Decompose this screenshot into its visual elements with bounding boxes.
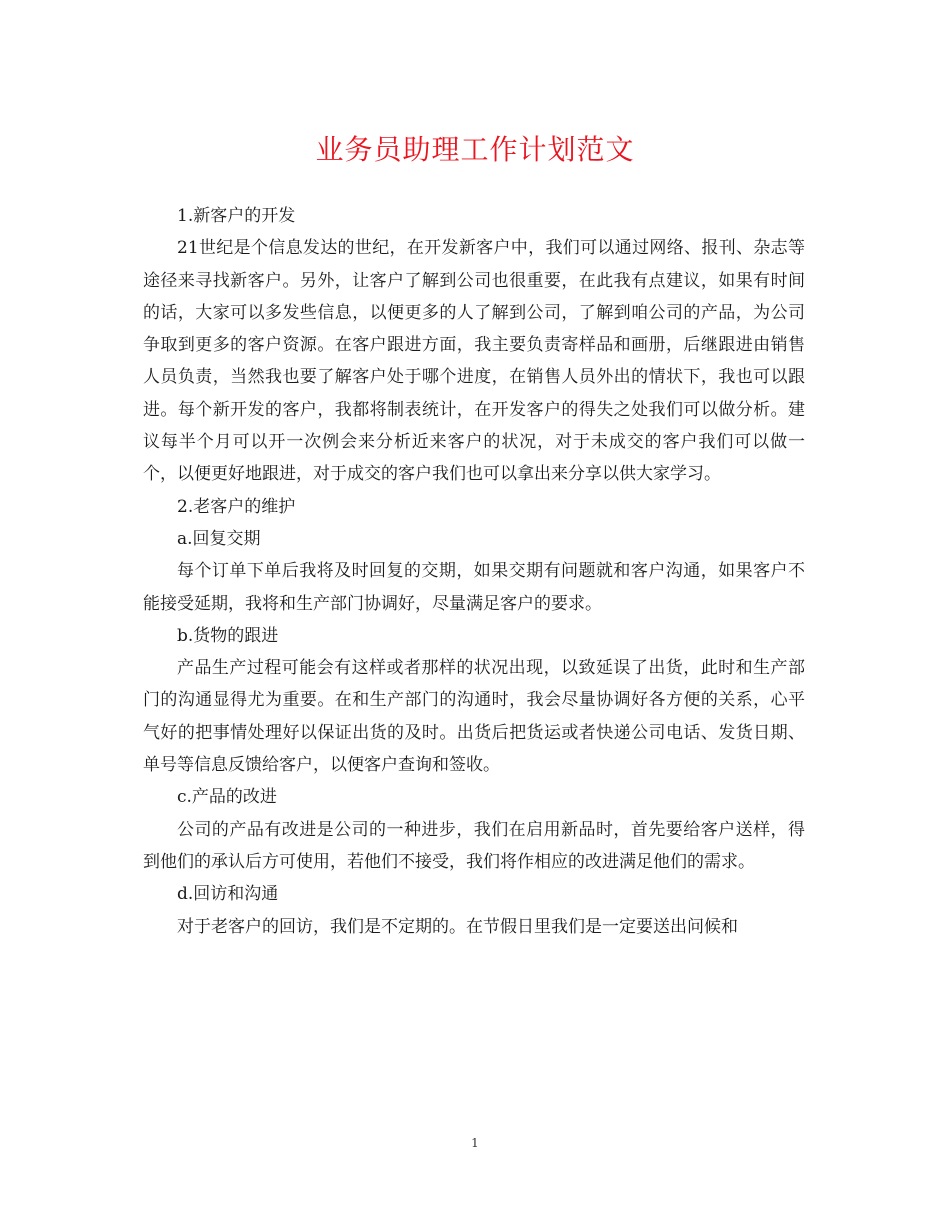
subheading-revisit-communication: d.回访和沟通 xyxy=(177,884,279,905)
paragraph-delivery-reply: 每个订单下单后我将及时回复的交期，如果交期有问题就和客户沟通，如果客户不能接受延期，我将和生产部门协调好，尽量满足客户的要求。 xyxy=(143,561,805,614)
document-title: 业务员助理工作计划范文 xyxy=(315,133,635,166)
subheading-goods-followup: b.货物的跟进 xyxy=(177,625,279,646)
paragraph-new-customers: 21世纪是个信息发达的世纪，在开发新客户中，我们可以通过网络、报刊、杂志等途径来寻找新客户。另外，让客户了解到公司也很重要，在此我有点建议，如果有时间的话，大家可以多发些信息，以便更多的人了解到公司，了解到咱公司的产品，为公司争取到更多的客户资源。在客户跟进方面，我主要负责寄样品和画册，后继跟进由销售人员负责，当然我也要了解客户处于哪个进度，在销售人员外出的情状下，我也可以跟进。每个新开发的客户，我都将制表统计，在开发客户的得失之处我们可以做分析。建议每半个月可以开一次例会来分析近来客户的状况，对于未成交的客户我们可以做一个，以便更好地跟进，对于成交的客户我们也可以拿出来分享以供大家学习。 xyxy=(143,238,805,485)
document-body xyxy=(143,200,805,943)
paragraph-revisit-communication: 对于老客户的回访，我们是不定期的。在节假日里我们是一定要送出问候和 xyxy=(177,916,738,937)
paragraph-goods-followup: 产品生产过程可能会有这样或者那样的状况出现，以致延误了出货，此时和生产部门的沟通显得尤为重要。在和生产部门的沟通时，我会尽量协调好各方便的关系，心平气好的把事情处理好以保证出货的及时。出货后把货运或者快递公司电话、发货日期、单号等信息反馈给客户，以便客户查询和签收。 xyxy=(143,658,805,776)
section-heading-old-customers: 2.老客户的维护 xyxy=(177,496,296,517)
subheading-product-improvement: c.产品的改进 xyxy=(177,787,277,808)
section-heading-new-customers: 1.新客户的开发 xyxy=(177,206,296,226)
page-number: 1 xyxy=(471,1136,479,1150)
paragraph-product-improvement: 公司的产品有改进是公司的一种进步，我们在启用新品时，首先要给客户送样，得到他们的承认后方可使用，若他们不接受，我们将作相应的改进满足他们的需求。 xyxy=(143,819,805,872)
subheading-delivery-reply: a.回复交期 xyxy=(177,528,261,549)
